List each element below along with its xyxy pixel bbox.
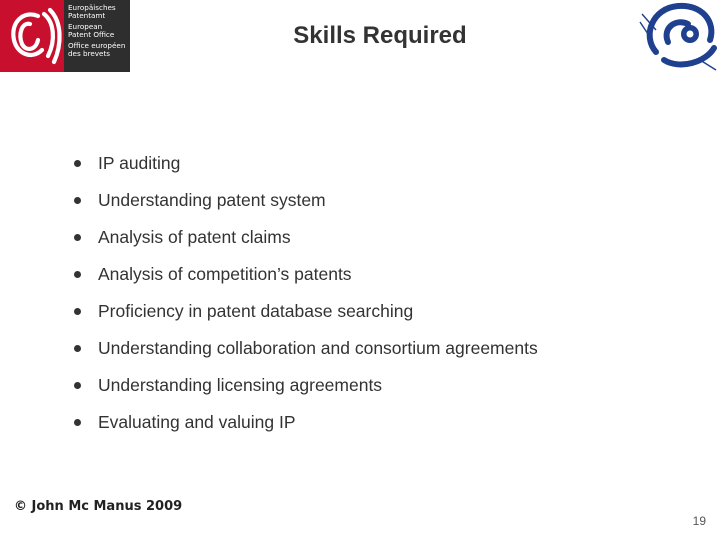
bullet-dot-icon <box>74 382 81 389</box>
epo-logo <box>0 0 130 72</box>
logo-line-fr-2: des brevets <box>68 49 111 59</box>
bullet-item <box>74 261 538 298</box>
logo-line-de-1: Europäisches <box>68 3 116 12</box>
swirl-logo-icon <box>636 0 720 72</box>
bullet-text: Understanding patent system <box>98 190 326 210</box>
bullet-text: Understanding collaboration and consortium agreements <box>98 338 538 358</box>
bullet-item <box>74 224 538 261</box>
bullet-item <box>74 335 538 372</box>
bullet-list <box>74 150 538 446</box>
epo-logo-icon <box>0 0 64 72</box>
bullet-dot-icon <box>74 234 81 241</box>
logo-line-en-2: Patent Office <box>68 30 115 40</box>
page-number: 19 <box>692 514 706 528</box>
bullet-dot-icon <box>74 160 81 167</box>
bullet-text: IP auditing <box>98 153 181 173</box>
copyright-notice: © John Mc Manus 2009 <box>14 499 183 514</box>
bullet-item <box>74 298 538 335</box>
bullet-text: Evaluating and valuing IP <box>98 412 296 432</box>
page-title: Skills Required <box>293 22 467 49</box>
epo-logo-text <box>64 0 130 72</box>
bullet-dot-icon <box>74 308 81 315</box>
bullet-dot-icon <box>74 197 81 204</box>
bullet-text: Analysis of competition’s patents <box>98 264 352 284</box>
bullet-text: Understanding licensing agreements <box>98 375 383 395</box>
logo-line-fr-1: Office européen <box>68 40 126 50</box>
bullet-dot-icon <box>74 345 81 352</box>
logo-line-de-2: Patentamt <box>68 11 106 21</box>
bullet-item <box>74 372 538 409</box>
bullet-text: Analysis of patent claims <box>98 227 291 247</box>
bullet-text: Proficiency in patent database searching <box>98 301 414 321</box>
bullet-item <box>74 187 538 224</box>
bullet-dot-icon <box>74 419 81 426</box>
bullet-item <box>74 409 538 446</box>
logo-line-en-1: European <box>68 21 103 31</box>
bullet-dot-icon <box>74 271 81 278</box>
bullet-item <box>74 150 538 187</box>
